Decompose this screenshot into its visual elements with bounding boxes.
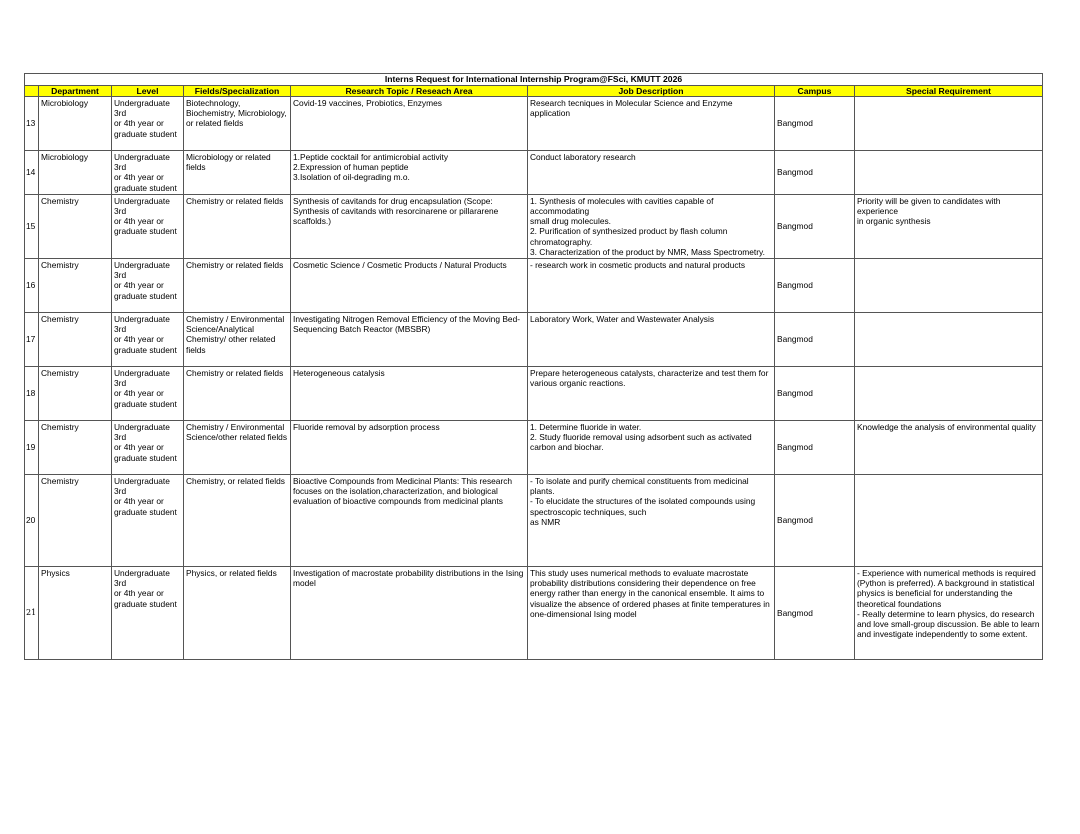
job-cell: Research tecniques in Molecular Science and Enzyme application [528, 97, 775, 151]
campus-cell [775, 151, 855, 195]
table-row [25, 313, 1043, 367]
row-number: 18 [25, 367, 39, 421]
level-cell: Undergraduate 3rd or 4th year or graduate student [112, 194, 184, 258]
table-row [25, 259, 1043, 313]
header-number [25, 86, 39, 97]
level-cell: Undergraduate 3rd or 4th year or graduate student [112, 313, 184, 367]
campus-cell [775, 97, 855, 151]
fields-cell: Chemistry, or related fields [184, 475, 291, 567]
job-cell: Laboratory Work, Water and Wastewater Analysis [528, 313, 775, 367]
header-row [25, 86, 1043, 97]
department-cell: Chemistry [39, 421, 112, 475]
job-cell: - research work in cosmetic products and natural products [528, 259, 775, 313]
job-cell: Conduct laboratory research [528, 151, 775, 195]
special-cell [855, 259, 1043, 313]
campus-value: Bangmod [777, 118, 813, 129]
fields-cell: Chemistry / Environmental Science/Analytical Chemistry/ other related fields [184, 313, 291, 367]
campus-cell [775, 194, 855, 258]
department-cell: Physics [39, 567, 112, 660]
table-row [25, 151, 1043, 195]
level-cell: Undergraduate 3rd or 4th year or graduate student [112, 475, 184, 567]
topic-cell: Investigating Nitrogen Removal Efficiency of the Moving Bed- Sequencing Batch Reactor (MBSBR) [291, 313, 528, 367]
row-number: 14 [25, 151, 39, 195]
fields-cell: Biotechnology, Biochemistry, Microbiology, or related fields [184, 97, 291, 151]
topic-cell: Synthesis of cavitands for drug encapsulation (Scope: Synthesis of cavitands with resorcinarene or pillararene scaffolds.) [291, 194, 528, 258]
job-cell: Prepare heterogeneous catalysts, characterize and test them for various organic reactions. [528, 367, 775, 421]
topic-cell: Covid-19 vaccines, Probiotics, Enzymes [291, 97, 528, 151]
header-campus: Campus [775, 86, 855, 97]
special-cell: Knowledge the analysis of environmental quality [855, 421, 1043, 475]
campus-value: Bangmod [777, 334, 813, 345]
table-row [25, 421, 1043, 475]
fields-cell: Chemistry or related fields [184, 367, 291, 421]
table-row [25, 567, 1043, 660]
topic-cell: Cosmetic Science / Cosmetic Products / Natural Products [291, 259, 528, 313]
campus-value: Bangmod [777, 167, 813, 178]
campus-cell [775, 259, 855, 313]
level-cell: Undergraduate 3rd or 4th year or graduate student [112, 367, 184, 421]
table-row [25, 97, 1043, 151]
topic-cell: Heterogeneous catalysis [291, 367, 528, 421]
fields-cell: Microbiology or related fields [184, 151, 291, 195]
title-row [25, 74, 1043, 86]
topic-cell: Investigation of macrostate probability distributions in the Ising model [291, 567, 528, 660]
campus-value: Bangmod [777, 607, 813, 618]
table-row [25, 194, 1043, 258]
level-cell: Undergraduate 3rd or 4th year or graduate student [112, 421, 184, 475]
special-cell: - Experience with numerical methods is required (Python is preferred). A background in statistical physics is beneficial for understanding the theoretical foundations - Really determine to learn physics, do research and love small-group discussion. Be able to learn and investigate independently to some extent. [855, 567, 1043, 660]
level-cell: Undergraduate 3rd or 4th year or graduate student [112, 151, 184, 195]
department-cell: Chemistry [39, 259, 112, 313]
header-special-requirement: Special Requirement [855, 86, 1043, 97]
header-job-description: Job Description [528, 86, 775, 97]
fields-cell: Chemistry / Environmental Science/other related fields [184, 421, 291, 475]
header-research-topic: Research Topic / Reseach Area [291, 86, 528, 97]
campus-value: Bangmod [777, 388, 813, 399]
row-number: 15 [25, 194, 39, 258]
header-level: Level [112, 86, 184, 97]
topic-cell: 1.Peptide cocktail for antimicrobial activity 2.Expression of human peptide 3.Isolation of oil-degrading m.o. [291, 151, 528, 195]
row-number: 17 [25, 313, 39, 367]
job-cell: 1. Determine fluoride in water. 2. Study fluoride removal using adsorbent such as activated carbon and biochar. [528, 421, 775, 475]
special-cell: Priority will be given to candidates with experience in organic synthesis [855, 194, 1043, 258]
campus-value: Bangmod [777, 221, 813, 232]
campus-cell [775, 421, 855, 475]
table-row [25, 475, 1043, 567]
internship-table [24, 73, 1043, 660]
row-number: 16 [25, 259, 39, 313]
header-fields: Fields/Specialization [184, 86, 291, 97]
job-cell: This study uses numerical methods to evaluate macrostate probability distributions considering their dependence on free energy rather than energy in the canonical ensemble. It aims to visualize the absence of ordered phases at finite temperatures in one-dimensional Ising model [528, 567, 775, 660]
fields-cell: Chemistry or related fields [184, 194, 291, 258]
level-cell: Undergraduate 3rd or 4th year or graduate student [112, 97, 184, 151]
job-cell: 1. Synthesis of molecules with cavities capable of accommodating small drug molecules. 2. Purification of synthesized product by flash column chromatography. 3. Characterization of the product by NMR, Mass Spectrometry. [528, 194, 775, 258]
special-cell [855, 97, 1043, 151]
header-department: Department [39, 86, 112, 97]
row-number: 13 [25, 97, 39, 151]
department-cell: Chemistry [39, 367, 112, 421]
special-cell [855, 151, 1043, 195]
special-cell [855, 475, 1043, 567]
row-number: 21 [25, 567, 39, 660]
level-cell: Undergraduate 3rd or 4th year or graduate student [112, 259, 184, 313]
special-cell [855, 313, 1043, 367]
campus-value: Bangmod [777, 515, 813, 526]
campus-cell [775, 313, 855, 367]
department-cell: Microbiology [39, 97, 112, 151]
row-number: 19 [25, 421, 39, 475]
department-cell: Chemistry [39, 475, 112, 567]
campus-cell [775, 475, 855, 567]
campus-value: Bangmod [777, 280, 813, 291]
campus-cell [775, 367, 855, 421]
fields-cell: Physics, or related fields [184, 567, 291, 660]
row-number: 20 [25, 475, 39, 567]
campus-value: Bangmod [777, 442, 813, 453]
special-cell [855, 367, 1043, 421]
level-cell: Undergraduate 3rd or 4th year or graduate student [112, 567, 184, 660]
fields-cell: Chemistry or related fields [184, 259, 291, 313]
department-cell: Chemistry [39, 313, 112, 367]
department-cell: Microbiology [39, 151, 112, 195]
department-cell: Chemistry [39, 194, 112, 258]
campus-cell [775, 567, 855, 660]
topic-cell: Bioactive Compounds from Medicinal Plants: This research focuses on the isolation,characterization, and biological evaluation of bioactive compounds from medicinal plants [291, 475, 528, 567]
topic-cell: Fluoride removal by adsorption process [291, 421, 528, 475]
job-cell: - To isolate and purify chemical constituents from medicinal plants. - To elucidate the structures of the isolated compounds using spectroscopic techniques, such as NMR [528, 475, 775, 567]
table-row [25, 367, 1043, 421]
table-title: Interns Request for International Internship Program@FSci, KMUTT 2026 [25, 74, 1043, 86]
